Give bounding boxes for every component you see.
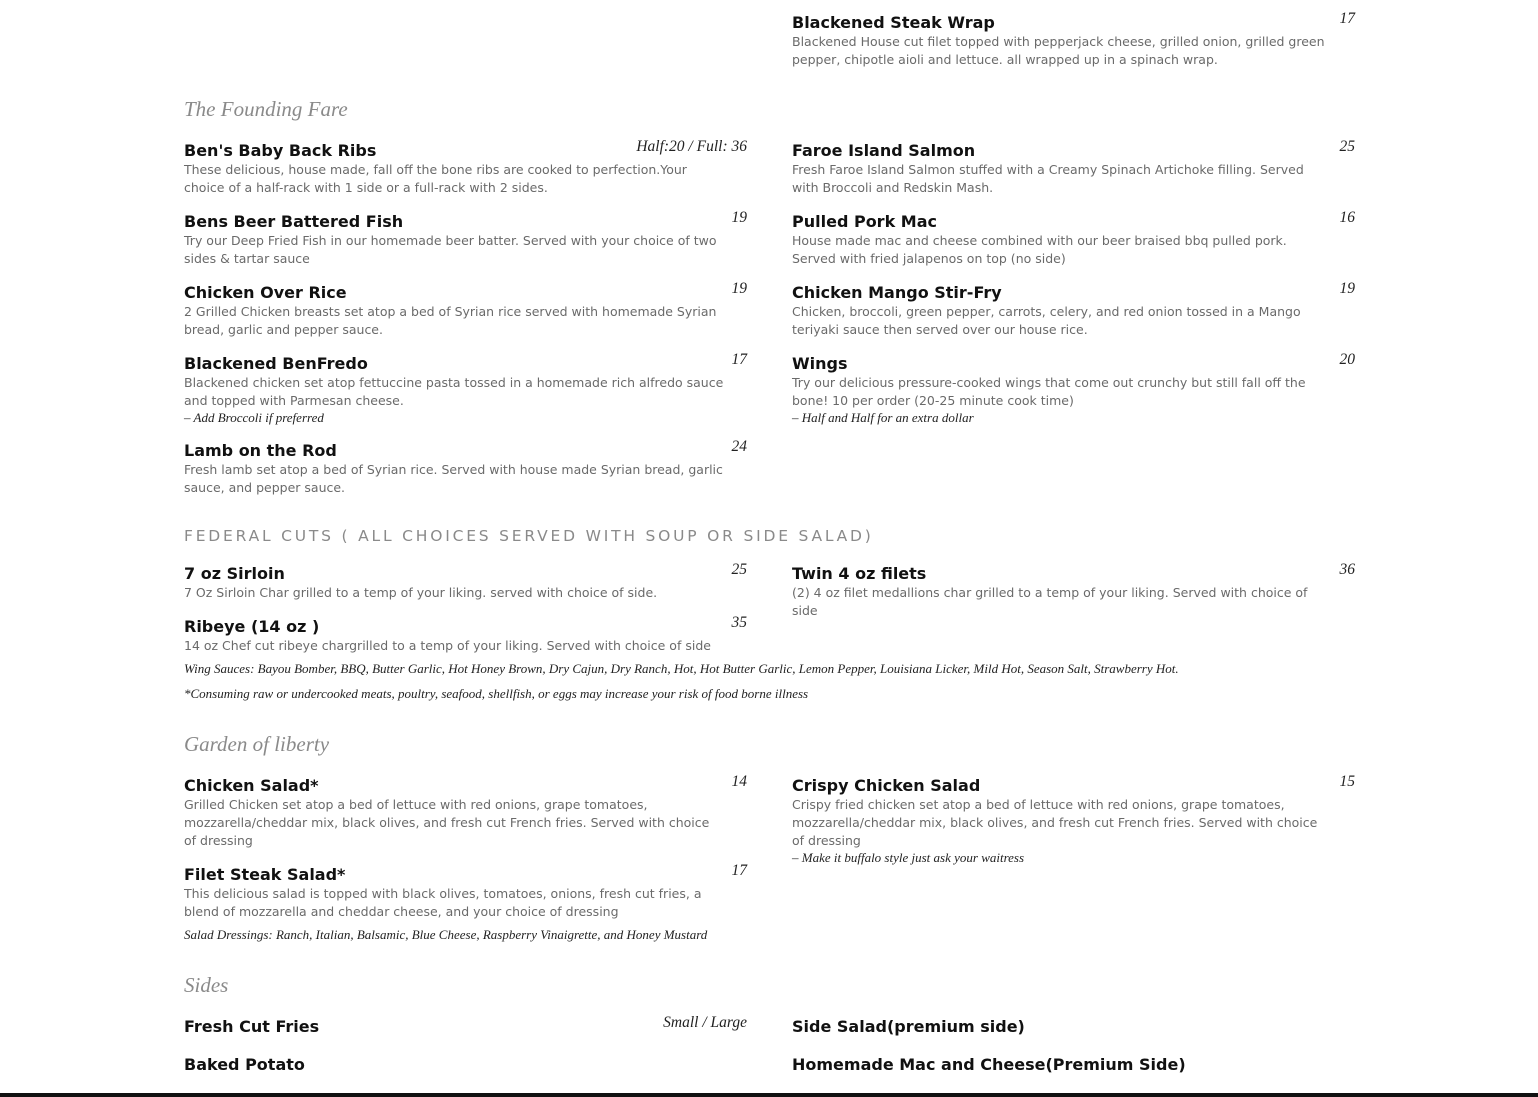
section-heading-sides: Sides xyxy=(184,973,229,997)
item-price: 25 xyxy=(731,561,747,578)
item-price: 19 xyxy=(1339,280,1355,297)
item-price: 19 xyxy=(731,280,747,297)
item-name: Baked Potato xyxy=(184,1055,305,1074)
menu-item-side-salad xyxy=(792,1017,1355,1037)
item-name: Twin 4 oz filets xyxy=(792,564,927,583)
item-price: 15 xyxy=(1339,773,1355,790)
item-description: 14 oz Chef cut ribeye chargrilled to a temp of your liking. Served with choice of side xyxy=(184,638,711,653)
item-price: 17 xyxy=(1339,10,1355,27)
item-name: Faroe Island Salmon xyxy=(792,141,976,160)
item-description: Chicken, broccoli, green pepper, carrots, celery, and red onion tossed in a Mango teriyaki sauce then served over our house rice. xyxy=(792,304,1301,337)
menu-item-blackened-steak-wrap xyxy=(792,10,1355,69)
item-description: This delicious salad is topped with black olives, tomatoes, onions, fresh cut fries, a blend of mozzarella and cheddar cheese, and your choice of dressing xyxy=(184,886,702,919)
item-name: Homemade Mac and Cheese(Premium Side) xyxy=(792,1055,1186,1074)
item-name: Filet Steak Salad* xyxy=(184,865,346,884)
item-description: House made mac and cheese combined with our beer braised bbq pulled pork. Served with fried jalapenos on top (no side) xyxy=(792,233,1287,266)
item-price: Half:20 / Full: 36 xyxy=(636,138,747,155)
item-note: – Add Broccoli if preferred xyxy=(184,410,324,425)
item-name: Chicken Salad* xyxy=(184,776,319,795)
item-description: Fresh lamb set atop a bed of Syrian rice. Served with house made Syrian bread, garlic sauce, and pepper sauce. xyxy=(184,462,723,495)
item-name: Blackened Steak Wrap xyxy=(792,13,995,32)
item-note: – Half and Half for an extra dollar xyxy=(792,410,974,425)
menu-item-pulled-pork-mac xyxy=(792,209,1355,268)
menu-item-sirloin xyxy=(184,561,747,602)
item-description: Blackened House cut filet topped with pepperjack cheese, grilled onion, grilled green pepper, chipotle aioli and lettuce. all wrapped up in a spinach wrap. xyxy=(792,34,1325,67)
bottom-divider xyxy=(0,1093,1538,1097)
item-price: 36 xyxy=(1339,561,1355,578)
menu-item-twin-filets xyxy=(792,561,1355,620)
item-description: Fresh Faroe Island Salmon stuffed with a Creamy Spinach Artichoke filling. Served with Broccoli and Redskin Mash. xyxy=(792,162,1304,195)
item-description: Grilled Chicken set atop a bed of lettuce with red onions, grape tomatoes, mozzarella/cheddar mix, black olives, and fresh cut French fries. Served with choice of dressing xyxy=(184,797,710,848)
item-name: Lamb on the Rod xyxy=(184,441,337,460)
item-name: 7 oz Sirloin xyxy=(184,564,285,583)
item-price: 35 xyxy=(731,614,747,631)
menu-item-beer-battered-fish xyxy=(184,209,747,268)
section-heading-garden-of-liberty: Garden of liberty xyxy=(184,732,330,756)
item-name: Ribeye (14 oz ) xyxy=(184,617,320,636)
menu-item-blackened-benfredo xyxy=(184,351,747,426)
item-name: Side Salad(premium side) xyxy=(792,1017,1025,1036)
menu-item-faroe-island-salmon xyxy=(792,138,1355,197)
item-name: Wings xyxy=(792,354,848,373)
item-price: 14 xyxy=(731,773,747,790)
item-description: 2 Grilled Chicken breasts set atop a bed of Syrian rice served with homemade Syrian bread, garlic and pepper sauce. xyxy=(184,304,717,337)
item-price: 17 xyxy=(731,862,747,879)
item-description: Blackened chicken set atop fettuccine pasta tossed in a homemade rich alfredo sauce and topped with Parmesan cheese. xyxy=(184,375,724,408)
item-price: 24 xyxy=(731,438,747,455)
menu-item-crispy-chicken-salad xyxy=(792,773,1355,866)
food-safety-warning: *Consuming raw or undercooked meats, poultry, seafood, shellfish, or eggs may increase your risk of food borne illness xyxy=(184,686,809,701)
item-name: Pulled Pork Mac xyxy=(792,212,937,231)
item-name: Ben's Baby Back Ribs xyxy=(184,141,377,160)
section-heading-founding-fare: The Founding Fare xyxy=(184,97,348,121)
item-description: These delicious, house made, fall off the bone ribs are cooked to perfection.Your choice of a half-rack with 1 side or a full-rack with 2 sides. xyxy=(184,162,687,195)
item-name: Fresh Cut Fries xyxy=(184,1017,320,1036)
item-price: 19 xyxy=(731,209,747,226)
menu-item-chicken-salad xyxy=(184,773,747,850)
menu-item-wings xyxy=(792,351,1355,426)
item-description: Try our delicious pressure-cooked wings that come out crunchy but still fall off the bone! 10 per order (20-25 minute cook time) xyxy=(792,375,1306,408)
section-heading-federal-cuts: FEDERAL CUTS ( ALL CHOICES SERVED WITH SOUP OR SIDE SALAD) xyxy=(184,527,874,545)
menu-item-baby-back-ribs xyxy=(184,138,747,197)
item-price: 25 xyxy=(1339,138,1355,155)
menu-item-lamb-on-the-rod xyxy=(184,438,747,497)
item-description: Crispy fried chicken set atop a bed of lettuce with red onions, grape tomatoes, mozzarella/cheddar mix, black olives, and fresh cut French fries. Served with choice of dressing xyxy=(792,797,1318,848)
menu-item-filet-steak-salad xyxy=(184,862,747,921)
item-price: 16 xyxy=(1339,209,1355,226)
item-price: Small / Large xyxy=(663,1014,747,1031)
item-price: 17 xyxy=(731,351,747,368)
item-name: Chicken Mango Stir-Fry xyxy=(792,283,1002,302)
wing-sauces-note: Wing Sauces: Bayou Bomber, BBQ, Butter Garlic, Hot Honey Brown, Dry Cajun, Dry Ranch, Hot, Hot Butter Garlic, Lemon Pepper, Louisiana Licker, Mild Hot, Season Salt, Strawberry Hot. xyxy=(184,661,1179,676)
item-name: Chicken Over Rice xyxy=(184,283,347,302)
menu-item-chicken-over-rice xyxy=(184,280,747,339)
item-description: 7 Oz Sirloin Char grilled to a temp of your liking. served with choice of side. xyxy=(184,585,658,600)
menu-item-baked-potato xyxy=(184,1055,747,1075)
item-price: 20 xyxy=(1339,351,1355,368)
menu-item-ribeye xyxy=(184,614,747,655)
item-description: (2) 4 oz filet medallions char grilled to a temp of your liking. Served with choice of side xyxy=(792,585,1308,618)
item-name: Crispy Chicken Salad xyxy=(792,776,981,795)
item-name: Blackened BenFredo xyxy=(184,354,368,373)
item-name: Bens Beer Battered Fish xyxy=(184,212,404,231)
menu-item-fresh-cut-fries xyxy=(184,1014,747,1037)
salad-dressings-note: Salad Dressings: Ranch, Italian, Balsamic, Blue Cheese, Raspberry Vinaigrette, and Honey Mustard xyxy=(184,927,708,942)
item-description: Try our Deep Fried Fish in our homemade beer batter. Served with your choice of two sides & tartar sauce xyxy=(184,233,717,266)
item-note: – Make it buffalo style just ask your waitress xyxy=(792,850,1025,865)
menu-item-chicken-mango-stir-fry xyxy=(792,280,1355,339)
menu-item-mac-and-cheese xyxy=(792,1055,1355,1075)
